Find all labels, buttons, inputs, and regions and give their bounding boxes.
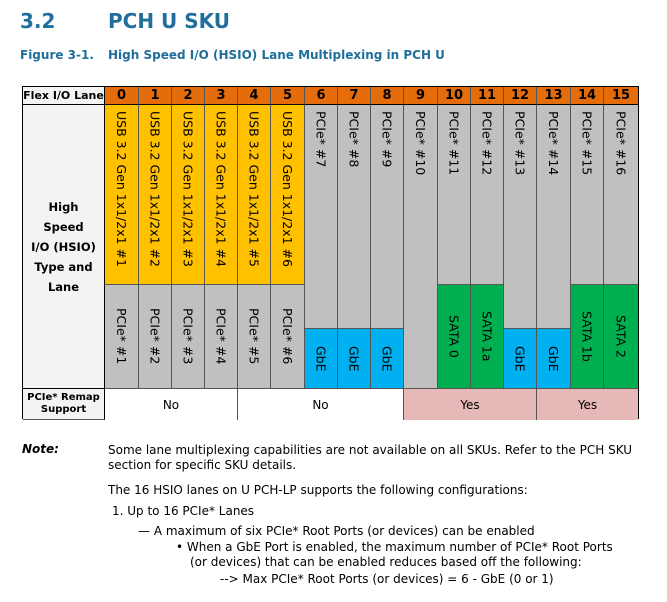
figure-label: Figure 3-1. bbox=[20, 48, 94, 62]
lane-number: 14 bbox=[571, 87, 604, 105]
remap-row-label: PCIe* Remap Support bbox=[23, 389, 105, 420]
lane-number: 2 bbox=[172, 87, 205, 105]
remap-no: No bbox=[105, 389, 238, 420]
lane-number: 4 bbox=[238, 87, 271, 105]
lane-secondary-pcie: PCIe* #1 bbox=[105, 285, 139, 389]
lane-number: 5 bbox=[271, 87, 305, 105]
note-label: Note: bbox=[22, 442, 59, 456]
lane-number: 3 bbox=[205, 87, 238, 105]
lane-number: 10 bbox=[438, 87, 471, 105]
lane-primary-pcie: PCIe* #16 bbox=[604, 105, 638, 285]
lane-secondary-gbe: GbE bbox=[338, 329, 371, 389]
lane-primary-pcie: PCIe* #10 bbox=[404, 105, 438, 389]
list-item: 1. Up to 16 PCIe* Lanes bbox=[112, 504, 255, 518]
section-title: PCH U SKU bbox=[108, 9, 231, 33]
lane-secondary-pcie: PCIe* #3 bbox=[172, 285, 205, 389]
lane-secondary-sata: SATA 0 bbox=[438, 285, 471, 389]
note-text-line: Some lane multiplexing capabilities are not available on all SKUs. Refer to the PCH SKU bbox=[108, 443, 633, 457]
remap-no: No bbox=[238, 389, 404, 420]
lane-secondary-gbe: GbE bbox=[305, 329, 338, 389]
hsio-lane-table bbox=[22, 86, 639, 419]
lane-number: 15 bbox=[604, 87, 638, 105]
row-label-line: Lane bbox=[47, 279, 80, 294]
lane-secondary-pcie: PCIe* #6 bbox=[271, 285, 305, 389]
lane-primary-usb: USB 3.2 Gen 1x1/2x1 #6 bbox=[271, 105, 305, 285]
lane-primary-usb: USB 3.2 Gen 1x1/2x1 #5 bbox=[238, 105, 271, 285]
lane-primary-pcie: PCIe* #7 bbox=[305, 105, 338, 329]
hsio-row-label bbox=[23, 105, 105, 389]
lane-primary-pcie: PCIe* #13 bbox=[504, 105, 537, 329]
lane-number: 8 bbox=[371, 87, 404, 105]
remap-yes: Yes bbox=[537, 389, 638, 420]
lane-secondary-sata: SATA 1b bbox=[571, 285, 604, 389]
lane-primary-pcie: PCIe* #14 bbox=[537, 105, 571, 329]
section-number: 3.2 bbox=[20, 9, 56, 33]
lane-primary-usb: USB 3.2 Gen 1x1/2x1 #4 bbox=[205, 105, 238, 285]
lane-secondary-sata: SATA 2 bbox=[604, 285, 638, 389]
lane-primary-pcie: PCIe* #15 bbox=[571, 105, 604, 285]
row-label-line: High Speed bbox=[43, 199, 84, 234]
lane-primary-pcie: PCIe* #12 bbox=[471, 105, 504, 285]
figure-title: High Speed I/O (HSIO) Lane Multiplexing in PCH U bbox=[108, 48, 445, 62]
figure-caption bbox=[20, 48, 445, 62]
lane-primary-pcie: PCIe* #11 bbox=[438, 105, 471, 285]
lane-number: 12 bbox=[504, 87, 537, 105]
remap-yes: Yes bbox=[404, 389, 537, 420]
lane-secondary-gbe: GbE bbox=[537, 329, 571, 389]
lane-secondary-gbe: GbE bbox=[504, 329, 537, 389]
lane-secondary-sata: SATA 1a bbox=[471, 285, 504, 389]
lane-number: 13 bbox=[537, 87, 571, 105]
dash-item: — A maximum of six PCIe* Root Ports (or devices) can be enabled bbox=[138, 524, 535, 538]
lane-number: 7 bbox=[338, 87, 371, 105]
flex-io-lane-header: Flex I/O Lane bbox=[23, 87, 105, 105]
lane-number: 6 bbox=[305, 87, 338, 105]
lane-secondary-gbe: GbE bbox=[371, 329, 404, 389]
lane-primary-usb: USB 3.2 Gen 1x1/2x1 #1 bbox=[105, 105, 139, 285]
lane-primary-usb: USB 3.2 Gen 1x1/2x1 #2 bbox=[139, 105, 172, 285]
lane-secondary-pcie: PCIe* #4 bbox=[205, 285, 238, 389]
note-paragraph: The 16 HSIO lanes on U PCH-LP supports the following configurations: bbox=[108, 483, 528, 497]
row-label-line: I/O (HSIO) bbox=[31, 239, 96, 254]
lane-number: 9 bbox=[404, 87, 438, 105]
lane-secondary-pcie: PCIe* #2 bbox=[139, 285, 172, 389]
note-text-line: section for specific SKU details. bbox=[108, 458, 297, 472]
lane-primary-pcie: PCIe* #9 bbox=[371, 105, 404, 329]
lane-number: 11 bbox=[471, 87, 504, 105]
lane-number: 0 bbox=[105, 87, 139, 105]
bullet-item-cont: (or devices) that can be enabled reduces based off the following: bbox=[190, 555, 582, 569]
lane-primary-usb: USB 3.2 Gen 1x1/2x1 #3 bbox=[172, 105, 205, 285]
lane-primary-pcie: PCIe* #8 bbox=[338, 105, 371, 329]
bullet-item: • When a GbE Port is enabled, the maximum number of PCIe* Root Ports bbox=[176, 540, 613, 554]
lane-number: 1 bbox=[139, 87, 172, 105]
formula: --> Max PCIe* Root Ports (or devices) = 6 - GbE (0 or 1) bbox=[220, 572, 554, 586]
lane-secondary-pcie: PCIe* #5 bbox=[238, 285, 271, 389]
row-label-line: Type and bbox=[34, 259, 93, 274]
